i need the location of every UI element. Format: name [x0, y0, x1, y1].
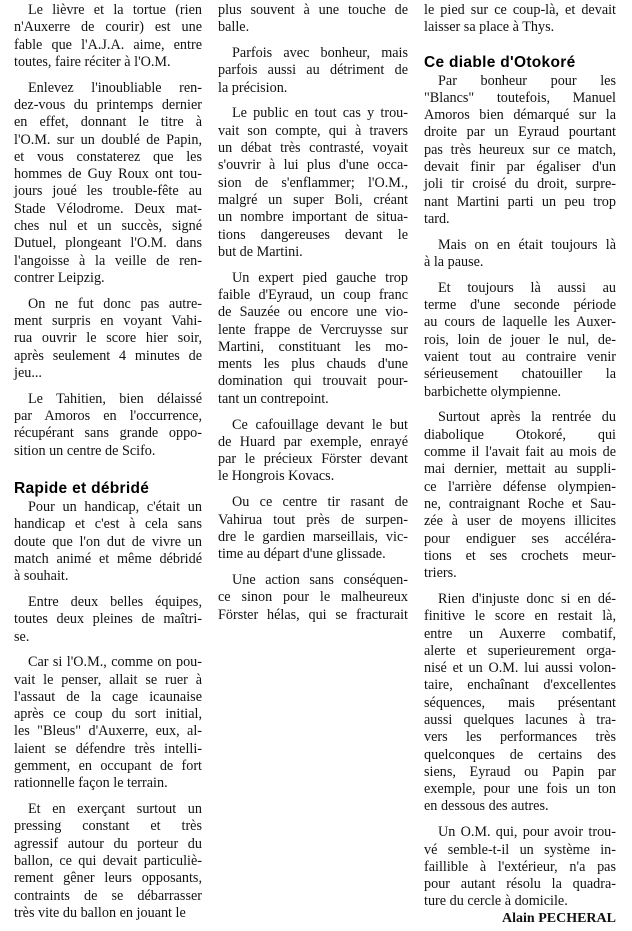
text-line: Par bonheur pour les: [438, 72, 616, 89]
text-line: siens, Eyraud ou Papin par: [424, 763, 616, 780]
text-line: terme d'une seconde période: [424, 297, 616, 314]
text-line: Surtout après la rentrée du: [438, 409, 616, 426]
text-line: pour endiguer ses accéléra-: [424, 530, 616, 547]
article-paragraph: [14, 499, 202, 585]
article-paragraph: [424, 237, 616, 272]
text-line: contraints de se débarrasser: [14, 887, 202, 904]
text-line: Car si l'O.M., comme on pou-: [28, 654, 202, 671]
article-column-1: [14, 2, 202, 931]
text-line: le pied sur ce coup-là, et devait: [424, 2, 616, 18]
text-line: Le lièvre et la tortue (rien: [28, 2, 202, 18]
text-line: toutes deux pleines de maîtri-: [14, 611, 202, 628]
text-line: par le précieux Förster devant: [218, 451, 408, 468]
text-line: gemment, en occupant de fort: [14, 758, 202, 775]
article-paragraph: [218, 572, 408, 624]
text-line: laient se défendre très intelli-: [14, 740, 202, 757]
text-line: ce sinon pour le malheureux: [218, 589, 408, 606]
text-line: Förster hélas, qui se fracturait: [218, 606, 408, 623]
text-line: s'ouvrir à lui plus d'une occa-: [218, 157, 408, 174]
text-line: sition un centre de Scifo.: [14, 442, 156, 459]
text-line: l'angoisse à la veille de ren-: [14, 252, 202, 269]
article-paragraph: [14, 296, 202, 382]
text-line: match animé et même débridé: [14, 550, 202, 567]
text-line: Martini, constituant les mo-: [218, 338, 408, 355]
text-line: pour autant résolu la quadra-: [424, 876, 616, 893]
article-paragraph: [424, 2, 616, 37]
text-line: rement gêner leurs opposants,: [14, 870, 202, 887]
text-line: Et en exerçant surtout un: [28, 801, 202, 818]
text-line: doute que l'on dut de vivre un: [14, 533, 202, 550]
text-line: tant un contrepoint.: [218, 390, 329, 407]
text-line: Et toujours là aussi au: [438, 279, 616, 296]
text-line: jeu...: [14, 364, 42, 381]
text-line: faible d'Eyraud, un coup franc: [218, 286, 408, 303]
text-line: Mais on en était toujours là: [438, 236, 616, 253]
text-line: à souhait.: [14, 568, 69, 585]
text-line: Ce cafouillage devant le but: [232, 416, 408, 433]
article-paragraph: [218, 45, 408, 97]
text-line: domination qui trouvait pour-: [218, 373, 408, 390]
text-line: malgré un super Boli, créant: [218, 191, 408, 208]
text-line: séquences, mais présentant: [424, 694, 616, 711]
text-line: rationnelle façon le terrain.: [14, 775, 168, 792]
text-line: ne, contraignant Roche et Sau-: [424, 495, 616, 512]
article-paragraph: [218, 417, 408, 486]
article-paragraph: [424, 73, 616, 229]
article-paragraph: [218, 494, 408, 563]
text-line: Le Tahitien, bien délaissé: [28, 390, 202, 407]
text-line: hommes de Guy Roux ont tou-: [14, 166, 202, 183]
text-line: nant Martini parti un peu trop: [424, 193, 616, 210]
text-line: vait le penser, allait se ruer à: [14, 671, 202, 688]
article-paragraph: [218, 270, 408, 408]
text-line: Enlevez l'inoubliable ren-: [28, 79, 202, 96]
section-heading: Ce diable d'Otokoré: [424, 53, 576, 71]
text-line: devait finir par égaliser d'un: [424, 159, 616, 176]
text-line: pas très heureux sur ce match,: [424, 141, 616, 158]
article-paragraph: [424, 280, 616, 401]
article-paragraph: [14, 594, 202, 646]
text-line: aussi quelques lacunes à tra-: [424, 711, 616, 728]
text-line: sérieusement chatouiller la: [424, 366, 616, 383]
text-line: mai dernier, mettait au suppli-: [424, 461, 616, 478]
text-line: se.: [14, 628, 30, 645]
text-line: agressif autour du porteur du: [14, 835, 202, 852]
article-paragraph: [14, 2, 202, 71]
text-line: entre un Auxerre combatif,: [424, 625, 616, 642]
text-line: n'Auxerre de courir) est une: [14, 19, 202, 36]
text-line: ments les plus chauds d'une: [218, 356, 408, 373]
text-line: barbichette olympienne.: [424, 383, 562, 400]
text-line: ture du cercle à domicile.: [424, 893, 568, 910]
text-line: Pour un handicap, c'était un: [28, 498, 202, 515]
article-paragraph: [218, 105, 408, 261]
text-line: après ce coup du sort initial,: [14, 706, 202, 723]
text-line: au cours de laquelle les Auxer-: [424, 314, 616, 331]
text-line: ches nul et un succès, signé: [14, 218, 202, 235]
text-line: les "Bleus" d'Auxerre, eux, al-: [14, 723, 202, 740]
article-paragraph: [218, 2, 408, 37]
text-line: Parfois avec bonheur, mais: [232, 45, 408, 62]
text-line: Stade Vélodrome. Deux mat-: [14, 200, 202, 217]
text-line: un nombre important de situa-: [218, 209, 408, 226]
text-line: Amoros bien démarqué sur la: [424, 107, 616, 124]
text-line: et vous constaterez que les: [14, 148, 202, 165]
text-line: contrer Leipzig.: [14, 269, 105, 286]
text-line: Un expert pied gauche trop: [232, 269, 408, 286]
text-line: rua ouvrir le score hier soir,: [14, 330, 202, 347]
text-line: triers.: [424, 565, 457, 582]
text-line: ballon, ce qui devait particuliè-: [14, 853, 202, 870]
text-line: l'O.M. sur un doublé de Papin,: [14, 131, 202, 148]
text-line: Dutuel, plongeant l'O.M. dans: [14, 235, 202, 252]
article-paragraph: [14, 654, 202, 792]
text-line: dez-vous du printemps dernier: [14, 96, 202, 113]
text-line: après seulement 4 minutes de: [14, 347, 202, 364]
text-line: très vite du ballon en jouant le: [14, 904, 186, 921]
text-line: vé semble-t-il un système in-: [424, 841, 616, 858]
text-line: en dessous des autres.: [424, 798, 549, 815]
article-column-2: [218, 2, 408, 632]
text-line: finitive le score en restait là,: [424, 608, 616, 625]
text-line: fable que l'A.J.A. aime, entre: [14, 36, 202, 53]
text-line: tions et ses crochets meur-: [424, 547, 616, 564]
article-paragraph: [424, 824, 616, 910]
text-line: laisser sa place à Thys.: [424, 19, 555, 36]
text-line: le Hongrois Kovacs.: [218, 468, 335, 485]
text-line: toutes, faire réciter à l'O.M.: [14, 53, 171, 70]
text-line: comme il l'avait fait au mois de: [424, 444, 616, 461]
text-line: vaient tout au contraire venir: [424, 349, 616, 366]
text-line: joli tir croisé du droit, surpre-: [424, 176, 616, 193]
text-line: Une action sans conséquen-: [232, 571, 408, 588]
text-line: sion de s'enflammer; l'O.M.,: [218, 174, 408, 191]
text-line: pressing constant et très: [14, 818, 202, 835]
text-line: handicap et c'est à cela sans: [14, 516, 202, 533]
text-line: Rien d'injuste donc si en dé-: [438, 590, 616, 607]
text-line: nisé et un O.M. lui aussi volon-: [424, 660, 616, 677]
text-line: dre le gardien marseillais, vic-: [218, 528, 408, 545]
text-line: ment surpris en voyant Vahi-: [14, 313, 202, 330]
text-line: à la pause.: [424, 254, 484, 271]
text-line: Le public en tout cas y trou-: [232, 105, 408, 122]
text-line: parfois aussi au détriment de: [218, 62, 408, 79]
text-line: diabolique Otokoré, qui: [424, 426, 616, 443]
article-column-3: [424, 2, 616, 928]
text-line: On ne fut donc pas autre-: [28, 295, 202, 312]
text-line: récupérant sans grande oppo-: [14, 425, 202, 442]
text-line: rois, loin de jouer le nul, de-: [424, 331, 616, 348]
text-line: "Blancs" toutefois, Manuel: [424, 89, 616, 106]
text-line: vers les performances très: [424, 729, 616, 746]
article-paragraph: [14, 801, 202, 922]
text-line: faillible à l'extérieur, n'a pas: [424, 858, 616, 875]
text-line: droite par un Eyraud pourtant: [424, 124, 616, 141]
text-line: jours joué les trouble-fête au: [14, 183, 202, 200]
text-line: lente frappe de Vercruysse sur: [218, 321, 408, 338]
text-line: plus souvent à une touche de: [218, 2, 408, 18]
text-line: de Sauzée ou encore une vio-: [218, 304, 408, 321]
text-line: but de Martini.: [218, 243, 303, 260]
article-paragraph: [424, 409, 616, 582]
text-line: l'assaut de la cage icaunaise: [14, 688, 202, 705]
article-paragraph: [14, 80, 202, 288]
text-line: time au départ d'une glissade.: [218, 546, 386, 563]
text-line: tard.: [424, 210, 450, 227]
text-line: Un O.M. qui, pour avoir trou-: [438, 824, 616, 841]
text-line: en effet, donnant le titre à: [14, 114, 202, 131]
text-line: la précision.: [218, 79, 288, 96]
text-line: Entre deux belles équipes,: [28, 593, 202, 610]
text-line: un débat très contrasté, voyait: [218, 140, 408, 157]
text-line: balle.: [218, 19, 250, 36]
text-line: de Huard par exemple, enrayé: [218, 433, 408, 450]
author-signature: Alain PECHERAL: [502, 911, 616, 927]
article-paragraph: [424, 591, 616, 816]
text-line: tions dangereuses devant le: [218, 226, 408, 243]
section-heading: Rapide et débridé: [14, 479, 150, 497]
text-line: zée à user de moyens illicites: [424, 513, 616, 530]
text-line: Ou ce centre tir rasant de: [232, 494, 408, 511]
text-line: ce l'arrière défense olympien-: [424, 478, 616, 495]
text-line: par Amoros en l'occurrence,: [14, 408, 202, 425]
text-line: alerte et superieurement orga-: [424, 642, 616, 659]
text-line: quelconques de certains des: [424, 746, 616, 763]
text-line: taire, enchaînant d'excellentes: [424, 677, 616, 694]
text-line: Vahirua tout près de surpen-: [218, 511, 408, 528]
text-line: exemple, pour une fois un ton: [424, 781, 616, 798]
article-paragraph: [14, 391, 202, 460]
text-line: vait son compte, qui à travers: [218, 122, 408, 139]
